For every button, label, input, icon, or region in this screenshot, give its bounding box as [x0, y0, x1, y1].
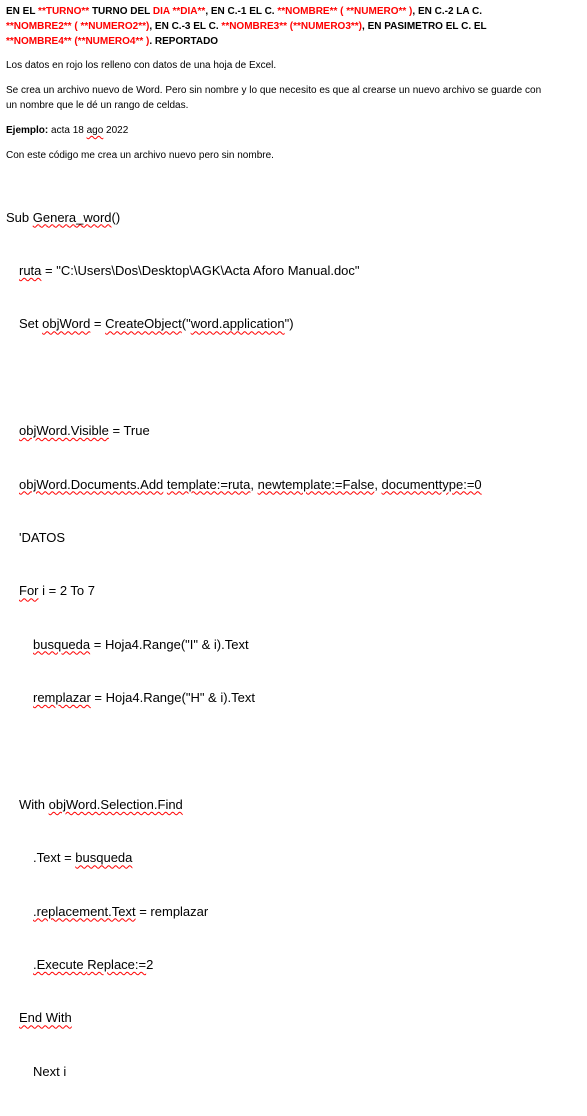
code-keyword-with: With	[19, 796, 49, 812]
paragraph-problem-description	[6, 83, 587, 113]
code-createobject: CreateObject	[105, 316, 182, 332]
example-label: Ejemplo:	[6, 125, 49, 136]
report-template-heading	[6, 4, 587, 49]
code-comma-2: ,	[374, 476, 382, 492]
code-line-remplazar	[6, 689, 587, 707]
example-text: acta 18	[48, 125, 87, 136]
code-line-documents-add	[6, 476, 587, 494]
code-replace-arg: Replace:=	[87, 957, 147, 973]
code-var-remplazar: remplazar	[33, 690, 91, 706]
code-var-objword: objWord	[42, 316, 91, 332]
code-selection-find: objWord.Selection.Find	[48, 796, 183, 812]
example-text-ago: ago	[86, 125, 104, 136]
code-end-with: End With	[19, 1010, 72, 1026]
code-line-end-with	[6, 1009, 587, 1027]
document-body[interactable]	[6, 0, 587, 1116]
code-line-visible	[6, 422, 587, 440]
heading-placeholder-text: **NOMBRE** ( **NUMERO** )	[277, 6, 413, 17]
code-line-next	[6, 1063, 587, 1081]
code-arg-template: template:=ruta	[166, 476, 251, 492]
code-equals: =	[90, 316, 106, 332]
heading-line-1	[6, 4, 587, 19]
heading-line-2	[6, 19, 587, 34]
code-replacement-value: = remplazar	[135, 903, 209, 919]
code-replace-value: 2	[146, 957, 154, 973]
code-line-sub	[6, 209, 587, 227]
code-visible-value: = True	[108, 423, 150, 439]
code-close-quote: ")	[284, 316, 294, 332]
code-comma-1: ,	[250, 476, 258, 492]
paragraph-code-intro: Con este código me crea un archivo nuevo pero sin nombre.	[6, 150, 274, 161]
heading-static-text: , EN C.-2 LA C.	[412, 6, 483, 17]
heading-static-text: , EN C.-1 EL C.	[205, 6, 278, 17]
code-arg-newtemplate: newtemplate:=False	[257, 476, 375, 492]
code-replacement-prop: .replacement.Text	[33, 903, 136, 919]
code-var-ruta: ruta	[19, 262, 42, 278]
heading-static-text: , EN PASIMETRO EL C. EL	[362, 21, 487, 32]
code-line-execute	[6, 956, 587, 974]
code-line-with	[6, 796, 587, 814]
code-remplazar-value: = Hoja4.Range("H" & i).Text	[90, 690, 256, 706]
heading-placeholder-text: **TURNO**	[38, 6, 90, 17]
heading-placeholder-text: **NOMBRE3** (**NUMERO3**)	[221, 21, 363, 32]
paragraph-example	[6, 123, 587, 138]
code-line-replacement	[6, 903, 587, 921]
code-text-prop: .Text =	[33, 850, 76, 866]
code-line-blank-2	[6, 743, 587, 761]
code-line-text	[6, 849, 587, 867]
code-keyword-for: For	[19, 583, 39, 599]
heading-placeholder-text: **NOMBRE2** ( **NUMERO2**)	[6, 21, 150, 32]
code-line-busqueda	[6, 636, 587, 654]
code-for-range: i = 2 To 7	[38, 583, 95, 599]
code-open-quote: ("	[181, 316, 191, 332]
code-line-ruta	[6, 262, 587, 280]
code-busqueda-value: = Hoja4.Range("I" & i).Text	[90, 636, 249, 652]
heading-static-text: , EN C.-3 EL C.	[149, 21, 222, 32]
paragraph-problem-line-1: Se crea un archivo nuevo de Word. Pero sin nombre y lo que necesito es que al crearse un nuevo archivo se guarde con	[6, 85, 542, 96]
heading-static-text: EN EL	[6, 6, 39, 17]
code-objword-visible: objWord.Visible	[19, 423, 109, 439]
code-text-value: busqueda	[75, 850, 133, 866]
code-keyword-sub: Sub	[6, 209, 33, 225]
heading-static-text: TURNO DEL	[89, 6, 153, 17]
vba-code-block	[6, 173, 587, 1116]
code-next-i: Next i	[33, 1063, 67, 1079]
code-keyword-set: Set	[19, 316, 43, 332]
heading-line-3	[6, 34, 587, 49]
paragraph-red-data-note: Los datos en rojo los relleno con datos de una hoja de Excel.	[6, 60, 277, 71]
code-line-set-objword	[6, 315, 587, 333]
code-procedure-name: Genera_word	[32, 209, 112, 225]
example-text-year: 2022	[103, 125, 129, 136]
heading-placeholder-text: **NOMBRE4** (**NUMERO4** )	[6, 36, 150, 47]
code-parens: ()	[111, 209, 121, 225]
code-ruta-value: = "C:\Users\Dos\Desktop\AGK\Acta Aforo Manual.doc"	[41, 262, 360, 278]
code-documents-add: objWord.Documents.Add	[19, 476, 164, 492]
code-comment: 'DATOS	[19, 529, 66, 545]
code-word-application: word.application	[190, 316, 285, 332]
heading-static-text: . REPORTADO	[149, 36, 219, 47]
code-arg-documenttype: documenttype:=0	[381, 476, 482, 492]
paragraph-problem-line-2: un nombre que le dé un rango de celdas.	[6, 100, 189, 111]
code-execute: .Execute	[33, 957, 88, 973]
code-line-for	[6, 582, 587, 600]
heading-placeholder-text: DIA **DIA**	[152, 6, 206, 17]
code-var-busqueda: busqueda	[33, 636, 91, 652]
code-line-comment-datos	[6, 529, 587, 547]
code-line-blank-1	[6, 369, 587, 387]
